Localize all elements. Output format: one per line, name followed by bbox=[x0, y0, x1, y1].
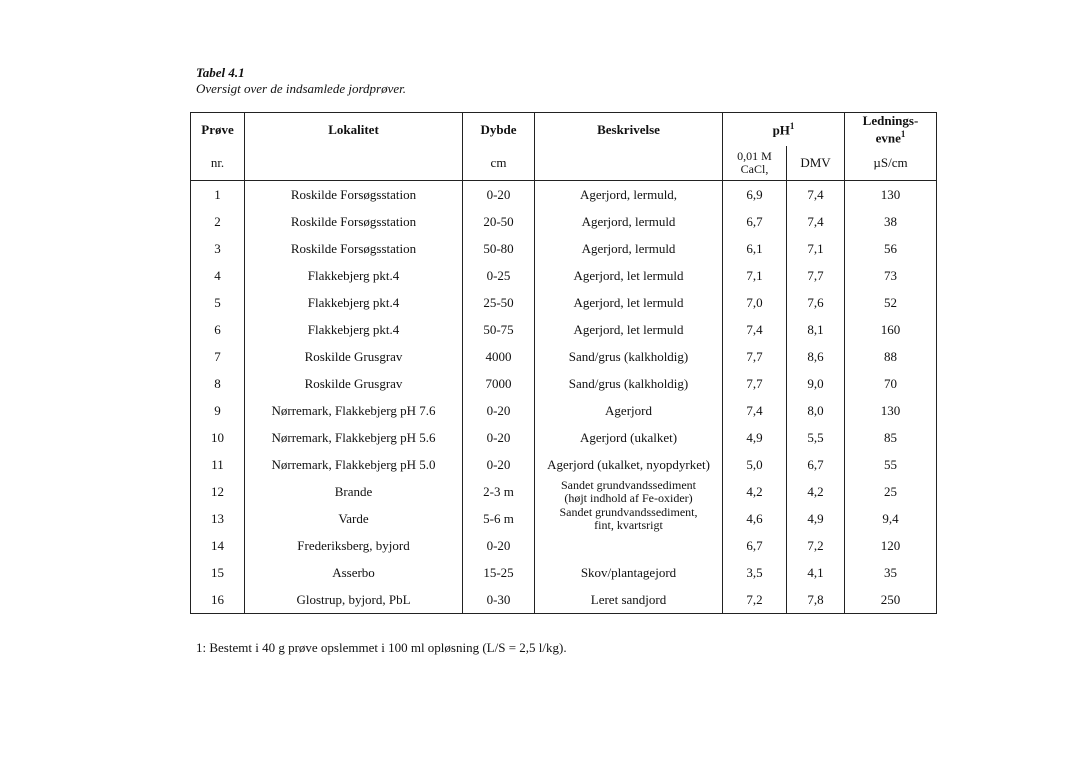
cell-ph-cacl: 6,1 bbox=[723, 235, 787, 262]
cell-nr: 2 bbox=[191, 208, 245, 235]
cell-nr: 12 bbox=[191, 478, 245, 505]
cell-ledningsevne: 52 bbox=[845, 289, 937, 316]
cell-ph-dmv: 8,1 bbox=[787, 316, 845, 343]
header-dmv: DMV bbox=[787, 146, 845, 181]
table-row bbox=[191, 208, 937, 235]
cell-ledningsevne: 88 bbox=[845, 343, 937, 370]
cell-nr: 5 bbox=[191, 289, 245, 316]
cell-lokalitet: Frederiksberg, byjord bbox=[245, 532, 463, 559]
table-title: Oversigt over de indsamlede jordprøver. bbox=[196, 81, 407, 96]
cell-dybde: 5-6 m bbox=[463, 505, 535, 532]
cell-beskrivelse: Sandet grundvandssediment, fint, kvartsrigt bbox=[535, 505, 723, 532]
cell-nr: 3 bbox=[191, 235, 245, 262]
cell-ledningsevne: 130 bbox=[845, 181, 937, 209]
cell-dybde: 50-75 bbox=[463, 316, 535, 343]
table-row bbox=[191, 181, 937, 209]
table-row bbox=[191, 316, 937, 343]
header-cacl: 0,01 M CaCl, bbox=[723, 146, 787, 181]
cell-dybde: 0-20 bbox=[463, 397, 535, 424]
cell-ph-cacl: 7,4 bbox=[723, 316, 787, 343]
table-row bbox=[191, 532, 937, 559]
cell-ph-dmv: 6,7 bbox=[787, 451, 845, 478]
cell-ph-cacl: 7,7 bbox=[723, 343, 787, 370]
cell-nr: 9 bbox=[191, 397, 245, 424]
cell-lokalitet: Flakkebjerg pkt.4 bbox=[245, 289, 463, 316]
cell-ph-cacl: 7,2 bbox=[723, 586, 787, 614]
cell-ledningsevne: 73 bbox=[845, 262, 937, 289]
cell-lokalitet: Roskilde Grusgrav bbox=[245, 370, 463, 397]
cell-ph-dmv: 7,4 bbox=[787, 181, 845, 209]
table-row bbox=[191, 586, 937, 614]
cell-dybde: 25-50 bbox=[463, 289, 535, 316]
cell-ph-cacl: 4,6 bbox=[723, 505, 787, 532]
cell-ledningsevne: 55 bbox=[845, 451, 937, 478]
cell-beskrivelse bbox=[535, 532, 723, 559]
cell-dybde: 15-25 bbox=[463, 559, 535, 586]
header-row-1 bbox=[191, 113, 937, 147]
cell-dybde: 0-20 bbox=[463, 451, 535, 478]
cell-beskrivelse: Agerjord, let lermuld bbox=[535, 289, 723, 316]
cell-nr: 8 bbox=[191, 370, 245, 397]
cell-dybde: 20-50 bbox=[463, 208, 535, 235]
header-lokalitet-unit bbox=[245, 146, 463, 181]
header-dybde: Dybde bbox=[463, 113, 535, 147]
soil-samples-table bbox=[190, 112, 937, 614]
cell-ph-dmv: 8,0 bbox=[787, 397, 845, 424]
cell-dybde: 0-20 bbox=[463, 532, 535, 559]
table-row bbox=[191, 478, 937, 505]
table-row bbox=[191, 343, 937, 370]
header-row-2 bbox=[191, 146, 937, 181]
table-row bbox=[191, 262, 937, 289]
cell-beskrivelse: Agerjord bbox=[535, 397, 723, 424]
header-dybde-unit: cm bbox=[463, 146, 535, 181]
cell-ledningsevne: 35 bbox=[845, 559, 937, 586]
cell-lokalitet: Flakkebjerg pkt.4 bbox=[245, 262, 463, 289]
cell-dybde: 0-20 bbox=[463, 424, 535, 451]
cell-ph-cacl: 3,5 bbox=[723, 559, 787, 586]
cell-nr: 6 bbox=[191, 316, 245, 343]
cell-dybde: 50-80 bbox=[463, 235, 535, 262]
cell-ph-dmv: 5,5 bbox=[787, 424, 845, 451]
cell-lokalitet: Roskilde Forsøgsstation bbox=[245, 235, 463, 262]
table-row bbox=[191, 370, 937, 397]
cell-lokalitet: Roskilde Forsøgsstation bbox=[245, 208, 463, 235]
cell-lokalitet: Glostrup, byjord, PbL bbox=[245, 586, 463, 614]
cell-ledningsevne: 56 bbox=[845, 235, 937, 262]
cell-lokalitet: Nørremark, Flakkebjerg pH 7.6 bbox=[245, 397, 463, 424]
cell-beskrivelse: Agerjord, let lermuld bbox=[535, 316, 723, 343]
header-beskrivelse: Beskrivelse bbox=[535, 113, 723, 147]
cell-dybde: 0-25 bbox=[463, 262, 535, 289]
cell-lokalitet: Nørremark, Flakkebjerg pH 5.6 bbox=[245, 424, 463, 451]
cell-lokalitet: Brande bbox=[245, 478, 463, 505]
cell-nr: 14 bbox=[191, 532, 245, 559]
table-row bbox=[191, 397, 937, 424]
cell-ph-dmv: 4,1 bbox=[787, 559, 845, 586]
cell-lokalitet: Varde bbox=[245, 505, 463, 532]
cell-lokalitet: Nørremark, Flakkebjerg pH 5.0 bbox=[245, 451, 463, 478]
cell-ledningsevne: 85 bbox=[845, 424, 937, 451]
header-ph: $pH^1$ bbox=[723, 113, 845, 147]
cell-ph-cacl: 7,1 bbox=[723, 262, 787, 289]
cell-ph-cacl: 4,2 bbox=[723, 478, 787, 505]
cell-ph-dmv: 4,2 bbox=[787, 478, 845, 505]
cell-beskrivelse: Agerjord, let lermuld bbox=[535, 262, 723, 289]
cell-nr: 7 bbox=[191, 343, 245, 370]
table-row bbox=[191, 424, 937, 451]
cell-ph-dmv: 7,8 bbox=[787, 586, 845, 614]
cell-ph-cacl: 5,0 bbox=[723, 451, 787, 478]
cell-ledningsevne: 25 bbox=[845, 478, 937, 505]
cell-dybde: 0-30 bbox=[463, 586, 535, 614]
cell-lokalitet: Asserbo bbox=[245, 559, 463, 586]
cell-nr: 15 bbox=[191, 559, 245, 586]
cell-ledningsevne: 120 bbox=[845, 532, 937, 559]
table-row bbox=[191, 559, 937, 586]
table-row bbox=[191, 505, 937, 532]
table-row bbox=[191, 235, 937, 262]
cell-beskrivelse: Skov/plantagejord bbox=[535, 559, 723, 586]
cell-nr: 4 bbox=[191, 262, 245, 289]
header-lokalitet: Lokalitet bbox=[245, 113, 463, 147]
cell-ledningsevne: 130 bbox=[845, 397, 937, 424]
table-row bbox=[191, 289, 937, 316]
cell-dybde: 0-20 bbox=[463, 181, 535, 209]
cell-ledningsevne: 38 bbox=[845, 208, 937, 235]
cell-ph-dmv: 7,2 bbox=[787, 532, 845, 559]
table-caption bbox=[196, 65, 406, 97]
cell-ph-dmv: 7,7 bbox=[787, 262, 845, 289]
cell-ph-cacl: 6,7 bbox=[723, 208, 787, 235]
cell-dybde: 4000 bbox=[463, 343, 535, 370]
cell-ph-cacl: 7,0 bbox=[723, 289, 787, 316]
cell-ph-cacl: 6,7 bbox=[723, 532, 787, 559]
cell-ph-dmv: 4,9 bbox=[787, 505, 845, 532]
cell-ledningsevne: 70 bbox=[845, 370, 937, 397]
footnote: 1: Bestemt i 40 g prøve opslemmet i 100 ml opløsning (L/S = 2,5 l/kg). bbox=[196, 640, 567, 655]
cell-ph-dmv: 7,1 bbox=[787, 235, 845, 262]
header-ledningsevne: Lednings- evne$^1$ bbox=[845, 113, 937, 147]
cell-ledningsevne: 250 bbox=[845, 586, 937, 614]
cell-dybde: 7000 bbox=[463, 370, 535, 397]
cell-beskrivelse: Leret sandjord bbox=[535, 586, 723, 614]
cell-dybde: 2-3 m bbox=[463, 478, 535, 505]
table-row bbox=[191, 451, 937, 478]
cell-ph-cacl: 7,7 bbox=[723, 370, 787, 397]
table-body bbox=[191, 181, 937, 614]
cell-lokalitet: Roskilde Grusgrav bbox=[245, 343, 463, 370]
cell-ph-dmv: 8,6 bbox=[787, 343, 845, 370]
cell-ledningsevne: 9,4 bbox=[845, 505, 937, 532]
cell-ph-dmv: 7,4 bbox=[787, 208, 845, 235]
cell-nr: 1 bbox=[191, 181, 245, 209]
cell-nr: 11 bbox=[191, 451, 245, 478]
cell-ph-cacl: 4,9 bbox=[723, 424, 787, 451]
header-prove: Prøve bbox=[191, 113, 245, 147]
cell-ph-dmv: 9,0 bbox=[787, 370, 845, 397]
cell-beskrivelse: Sand/grus (kalkholdig) bbox=[535, 343, 723, 370]
cell-ph-dmv: 7,6 bbox=[787, 289, 845, 316]
table-number: Tabel 4.1 bbox=[196, 65, 245, 80]
cell-lokalitet: Flakkebjerg pkt.4 bbox=[245, 316, 463, 343]
cell-nr: 16 bbox=[191, 586, 245, 614]
cell-beskrivelse: Agerjord, lermuld, bbox=[535, 181, 723, 209]
cell-beskrivelse: Agerjord, lermuld bbox=[535, 235, 723, 262]
cell-beskrivelse: Sandet grundvandssediment (højt indhold af Fe-oxider) bbox=[535, 478, 723, 505]
header-nr: nr. bbox=[191, 146, 245, 181]
header-beskrivelse-unit bbox=[535, 146, 723, 181]
header-unit: µS/cm bbox=[845, 146, 937, 181]
cell-nr: 13 bbox=[191, 505, 245, 532]
cell-ledningsevne: 160 bbox=[845, 316, 937, 343]
cell-beskrivelse: Agerjord, lermuld bbox=[535, 208, 723, 235]
cell-ph-cacl: 6,9 bbox=[723, 181, 787, 209]
cell-nr: 10 bbox=[191, 424, 245, 451]
cell-ph-cacl: 7,4 bbox=[723, 397, 787, 424]
cell-lokalitet: Roskilde Forsøgsstation bbox=[245, 181, 463, 209]
cell-beskrivelse: Agerjord (ukalket, nyopdyrket) bbox=[535, 451, 723, 478]
cell-beskrivelse: Agerjord (ukalket) bbox=[535, 424, 723, 451]
cell-beskrivelse: Sand/grus (kalkholdig) bbox=[535, 370, 723, 397]
